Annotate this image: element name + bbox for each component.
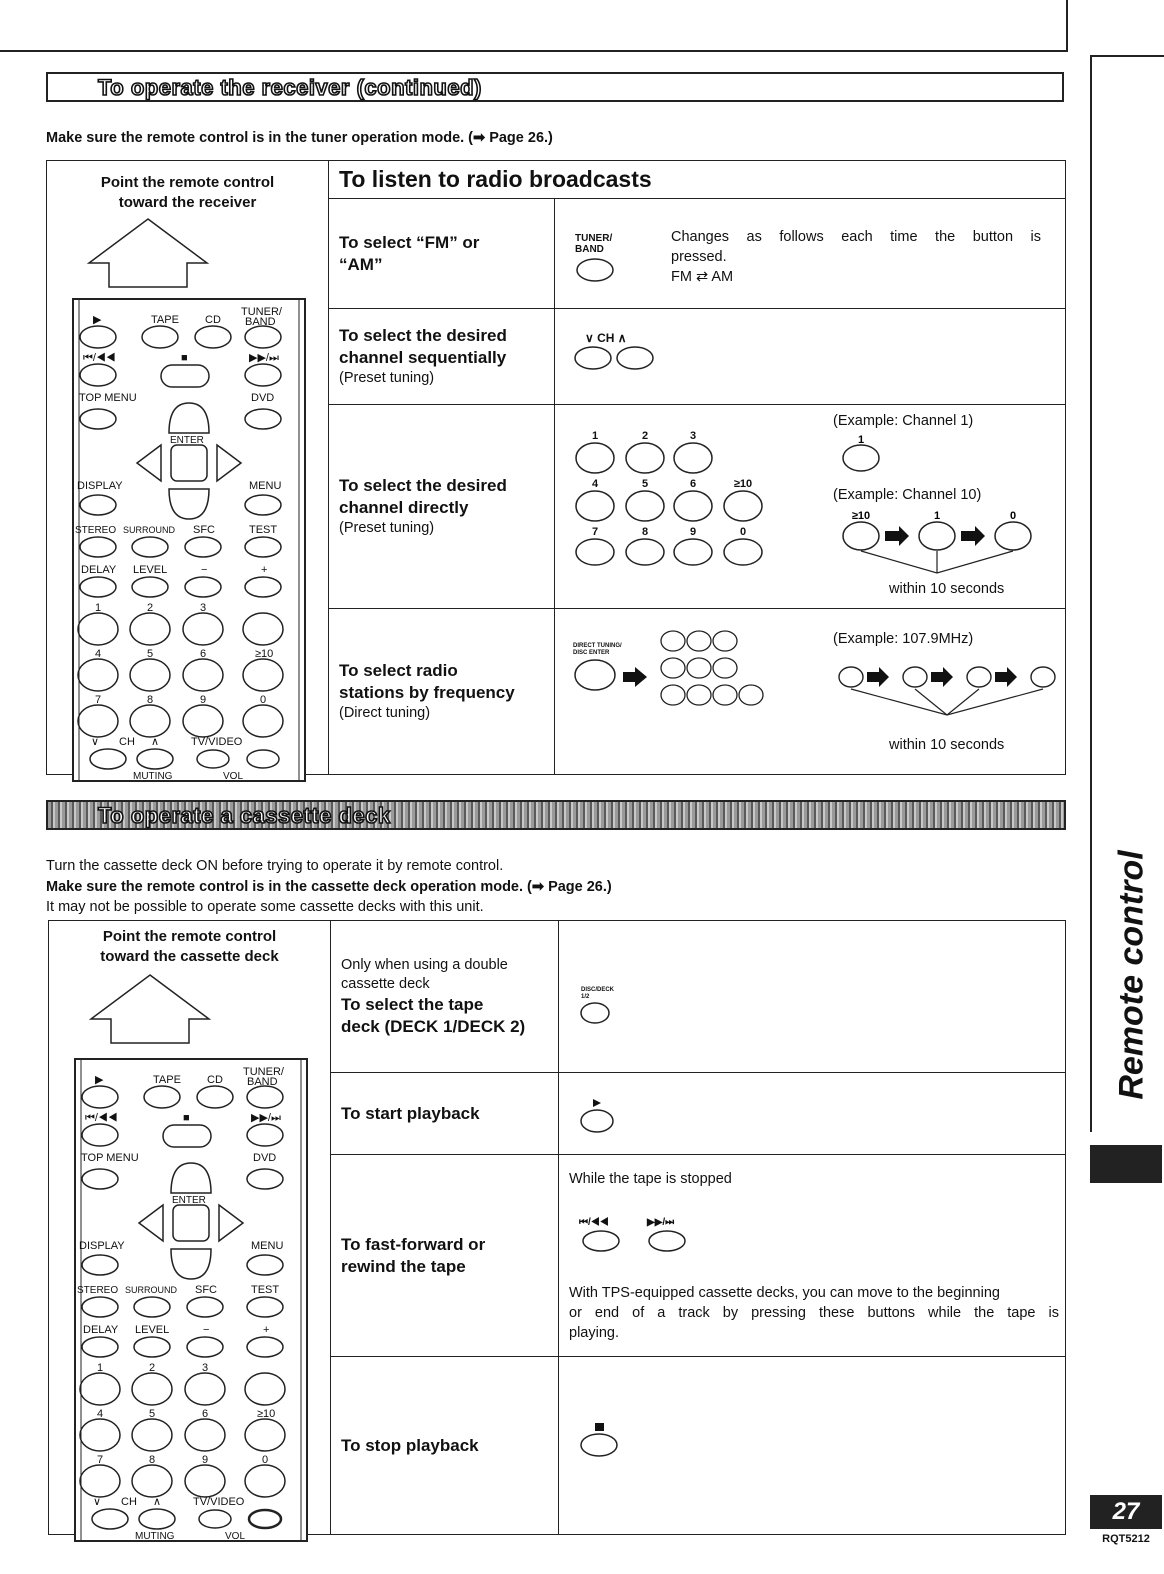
svg-text:∧: ∧ [151, 736, 160, 748]
svg-text:CD: CD [205, 314, 221, 326]
svg-text:2: 2 [641, 430, 649, 442]
row-content-stop-playback [559, 1357, 1066, 1535]
cassette-note-1: Turn the cassette deck ON before trying to operate it by remote control. [46, 858, 504, 874]
svg-text:VOL: VOL [223, 771, 244, 782]
section-header-cassette: To operate a cassette deck [46, 800, 1066, 830]
svg-text:TUNER/: TUNER/ [243, 1066, 284, 1078]
receiver-remote-cell: Point the remote control toward the receiver ▶ TAPE CD TUNER/ BAND ⏮/◀◀ ■ ▶▶/⏭ TOP MENU DVD ENTER DISPLAY MENU STEREO SURROUND SFC TEST DELAY LEVEL − + 1 2 3 4 5 6 ≥10 7 8 9 0 ∨ CH ∧ TV/VIDEO MUTING VOL [47, 161, 329, 775]
row-content-frequency: DIRECT TUNING/ DISC ENTER (Example: 107.9MHz) within 10 seconds [555, 609, 1066, 775]
ch-up-down-buttons-icon [573, 345, 663, 373]
cassette-remote-cell: Point the remote control toward the cassette deck ▶ TAPE CD TUNER/ BAND ⏮/◀◀ ■ ▶▶/⏭ TOP MENU DVD ENTER DISPLAY MENU STEREO SURROUND SFC TEST DELAY LEVEL − + 1 2 3 4 5 6 ≥10 7 8 9 0 ∨ CH ∧ TV/VIDEO MUTING VOL [49, 921, 331, 1535]
page-frame-top [0, 0, 1068, 52]
svg-text:1: 1 [857, 434, 865, 446]
svg-text:DISPLAY: DISPLAY [79, 1240, 125, 1252]
ch-button-label: ∨ CH ∧ [585, 331, 627, 345]
row-label-fm-am: To select “FM” or “AM” [329, 199, 555, 309]
svg-text:▶▶/⏭: ▶▶/⏭ [249, 352, 279, 364]
svg-text:▶: ▶ [93, 314, 102, 326]
svg-text:⏮/◀◀: ⏮/◀◀ [83, 352, 116, 364]
svg-text:+: + [263, 1324, 270, 1336]
svg-text:CH: CH [119, 736, 135, 748]
svg-text:DELAY: DELAY [81, 564, 117, 576]
document-code: RQT5212 [1102, 1533, 1150, 1545]
svg-text:STEREO: STEREO [75, 525, 117, 536]
svg-text:3: 3 [689, 430, 697, 442]
svg-text:DVD: DVD [253, 1152, 277, 1164]
tps-note: With TPS-equipped cassette decks, you can move to the beginning or end of a track by pressing these buttons while the tape is playing. [569, 1285, 1059, 1341]
svg-text:9: 9 [200, 694, 207, 706]
svg-text:7: 7 [591, 526, 599, 538]
tuner-band-button-icon [575, 257, 619, 285]
svg-text:BAND: BAND [247, 1076, 278, 1088]
svg-text:4: 4 [95, 648, 102, 660]
receiver-table [46, 160, 1066, 782]
svg-text:TAPE: TAPE [151, 314, 179, 326]
row-label-fast-forward: To fast-forward or rewind the tape [331, 1155, 559, 1357]
svg-text:9: 9 [689, 526, 697, 538]
row-label-direct: To select the desired channel directly (Preset tuning) [329, 405, 555, 609]
arrow-icon [621, 665, 651, 689]
numeric-keypad-icon [573, 425, 773, 565]
svg-text:TV/VIDEO: TV/VIDEO [193, 1496, 245, 1508]
fm-am-desc-1: Changes as follows each time the button is [671, 229, 1041, 245]
svg-text:≥10: ≥10 [257, 1408, 276, 1420]
svg-text:DISPLAY: DISPLAY [77, 480, 123, 492]
svg-text:5: 5 [641, 478, 649, 490]
svg-text:0: 0 [260, 694, 267, 706]
remote-control-graphic [73, 299, 305, 782]
row-label-sequential: To select the desired channel sequentially (Preset tuning) [329, 309, 555, 405]
svg-text:∨: ∨ [91, 736, 100, 748]
cassette-note-3: It may not be possible to operate some cassette decks with this unit. [46, 899, 484, 915]
example-channel-1: (Example: Channel 1) [833, 413, 974, 429]
page-number: 27 [1090, 1495, 1162, 1529]
svg-text:▶▶/⏭: ▶▶/⏭ [251, 1112, 281, 1124]
svg-text:≥10: ≥10 [851, 510, 871, 522]
row-label-select-deck: Only when using a double cassette deck To select the tape deck (DECK 1/DECK 2) [331, 921, 559, 1073]
row-label-frequency: To select radio stations by frequency (Direct tuning) [329, 609, 555, 775]
svg-text:−: − [201, 564, 208, 576]
row-content-fm-am: TUNER/ BAND Changes as follows each time the button is pressed. FM ⇄ AM [555, 199, 1066, 309]
side-tab-marker [1090, 1145, 1162, 1183]
svg-text:TEST: TEST [249, 524, 278, 536]
stop-button-icon [579, 1421, 623, 1461]
svg-text:∨: ∨ [93, 1496, 102, 1508]
row-content-start-playback [559, 1073, 1066, 1155]
row-label-stop-playback: To stop playback [331, 1357, 559, 1535]
svg-text:0: 0 [1009, 510, 1017, 522]
svg-text:TV/VIDEO: TV/VIDEO [191, 736, 243, 748]
svg-text:SURROUND: SURROUND [123, 525, 176, 535]
svg-text:0: 0 [262, 1454, 269, 1466]
svg-text:2: 2 [147, 602, 154, 614]
fm-am-desc-2: pressed. [671, 249, 727, 265]
svg-text:1: 1 [933, 510, 941, 522]
svg-text:BAND: BAND [245, 316, 276, 328]
svg-text:DVD: DVD [251, 392, 275, 404]
svg-text:LEVEL: LEVEL [133, 564, 168, 576]
svg-text:4: 4 [97, 1408, 104, 1420]
example-channel-10: (Example: Channel 10) [833, 487, 982, 503]
receiver-remote-illustration [47, 217, 329, 787]
svg-text:▶: ▶ [95, 1074, 104, 1086]
play-button-icon [579, 1097, 619, 1135]
svg-text:SFC: SFC [193, 524, 215, 536]
svg-text:3: 3 [202, 1362, 209, 1374]
svg-text:TOP MENU: TOP MENU [81, 1152, 139, 1164]
rewind-button-label: ⏮/◀◀ [579, 1217, 609, 1228]
forward-button-label: ▶▶/⏭ [647, 1217, 675, 1228]
svg-text:4: 4 [591, 478, 599, 490]
svg-text:8: 8 [149, 1454, 156, 1466]
svg-text:1: 1 [95, 602, 102, 614]
row-label-start-playback: To start playback [331, 1073, 559, 1155]
direction-arrow-icon [91, 975, 209, 1043]
svg-text:MENU: MENU [251, 1240, 284, 1252]
svg-text:1: 1 [97, 1362, 104, 1374]
svg-text:≥10: ≥10 [255, 648, 274, 660]
svg-text:CD: CD [207, 1074, 223, 1086]
tape-stopped-condition: While the tape is stopped [569, 1171, 732, 1187]
row-content-fast-forward [559, 1155, 1066, 1357]
side-tab-label: Remote control [1112, 850, 1151, 1100]
remote-control-graphic [75, 1059, 307, 1542]
svg-text:7: 7 [97, 1454, 104, 1466]
svg-text:MENU: MENU [249, 480, 282, 492]
svg-text:3: 3 [200, 602, 207, 614]
row-content-select-deck: DISC/DECK 1/2 [559, 921, 1066, 1073]
svg-text:DELAY: DELAY [83, 1324, 119, 1336]
svg-text:−: − [203, 1324, 210, 1336]
svg-text:■: ■ [183, 1112, 190, 1124]
direction-arrow-icon [89, 219, 207, 287]
svg-text:ENTER: ENTER [172, 1195, 206, 1206]
svg-text:7: 7 [95, 694, 102, 706]
svg-text:■: ■ [181, 352, 188, 364]
svg-text:MUTING: MUTING [135, 1531, 175, 1542]
example-frequency: (Example: 107.9MHz) [833, 631, 974, 647]
svg-text:0: 0 [739, 526, 747, 538]
cassette-note-2: Make sure the remote control is in the cassette deck operation mode. (➡ Page 26.) [46, 879, 612, 895]
cassette-table [48, 920, 1066, 1542]
small-keypad-icon [659, 623, 809, 723]
svg-text:1: 1 [591, 430, 599, 442]
svg-text:8: 8 [641, 526, 649, 538]
svg-text:LEVEL: LEVEL [135, 1324, 170, 1336]
svg-text:≥10: ≥10 [733, 478, 753, 490]
svg-text:9: 9 [202, 1454, 209, 1466]
svg-text:SFC: SFC [195, 1284, 217, 1296]
within-10-seconds-direct: within 10 seconds [889, 581, 1005, 597]
svg-text:2: 2 [149, 1362, 156, 1374]
svg-text:TUNER/: TUNER/ [241, 306, 282, 318]
channel-1-button-icon [841, 433, 881, 473]
frequency-sequence-icon [837, 659, 1067, 719]
section-header-receiver: To operate the receiver (continued) [46, 72, 1064, 102]
skip-buttons-icon [581, 1229, 691, 1255]
direct-tuning-button-icon [573, 659, 623, 693]
channel-10-sequence-icon [841, 509, 1051, 579]
receiver-note: Make sure the remote control is in the tuner operation mode. (➡ Page 26.) [46, 130, 553, 146]
svg-text:⏮/◀◀: ⏮/◀◀ [85, 1112, 118, 1124]
cassette-remote-illustration [49, 973, 331, 1542]
svg-text:VOL: VOL [225, 1531, 246, 1542]
svg-text:ENTER: ENTER [170, 435, 204, 446]
svg-text:MUTING: MUTING [133, 771, 173, 782]
svg-text:CH: CH [121, 1496, 137, 1508]
svg-text:8: 8 [147, 694, 154, 706]
svg-text:5: 5 [147, 648, 154, 660]
svg-text:+: + [261, 564, 268, 576]
svg-text:6: 6 [689, 478, 697, 490]
fm-am-cycle: FM ⇄ AM [671, 269, 734, 285]
svg-text:TOP MENU: TOP MENU [79, 392, 137, 404]
svg-text:STEREO: STEREO [77, 1285, 119, 1296]
svg-text:TAPE: TAPE [153, 1074, 181, 1086]
disc-deck-button-icon [579, 1001, 615, 1027]
svg-text:5: 5 [149, 1408, 156, 1420]
row-content-sequential [555, 309, 1066, 405]
svg-text:6: 6 [202, 1408, 209, 1420]
svg-text:SURROUND: SURROUND [125, 1285, 178, 1295]
svg-text:6: 6 [200, 648, 207, 660]
within-10-seconds-frequency: within 10 seconds [889, 737, 1005, 753]
svg-text:TEST: TEST [251, 1284, 280, 1296]
svg-text:∧: ∧ [153, 1496, 162, 1508]
receiver-table-title: To listen to radio broadcasts [329, 161, 1066, 199]
row-content-direct [555, 405, 1066, 609]
